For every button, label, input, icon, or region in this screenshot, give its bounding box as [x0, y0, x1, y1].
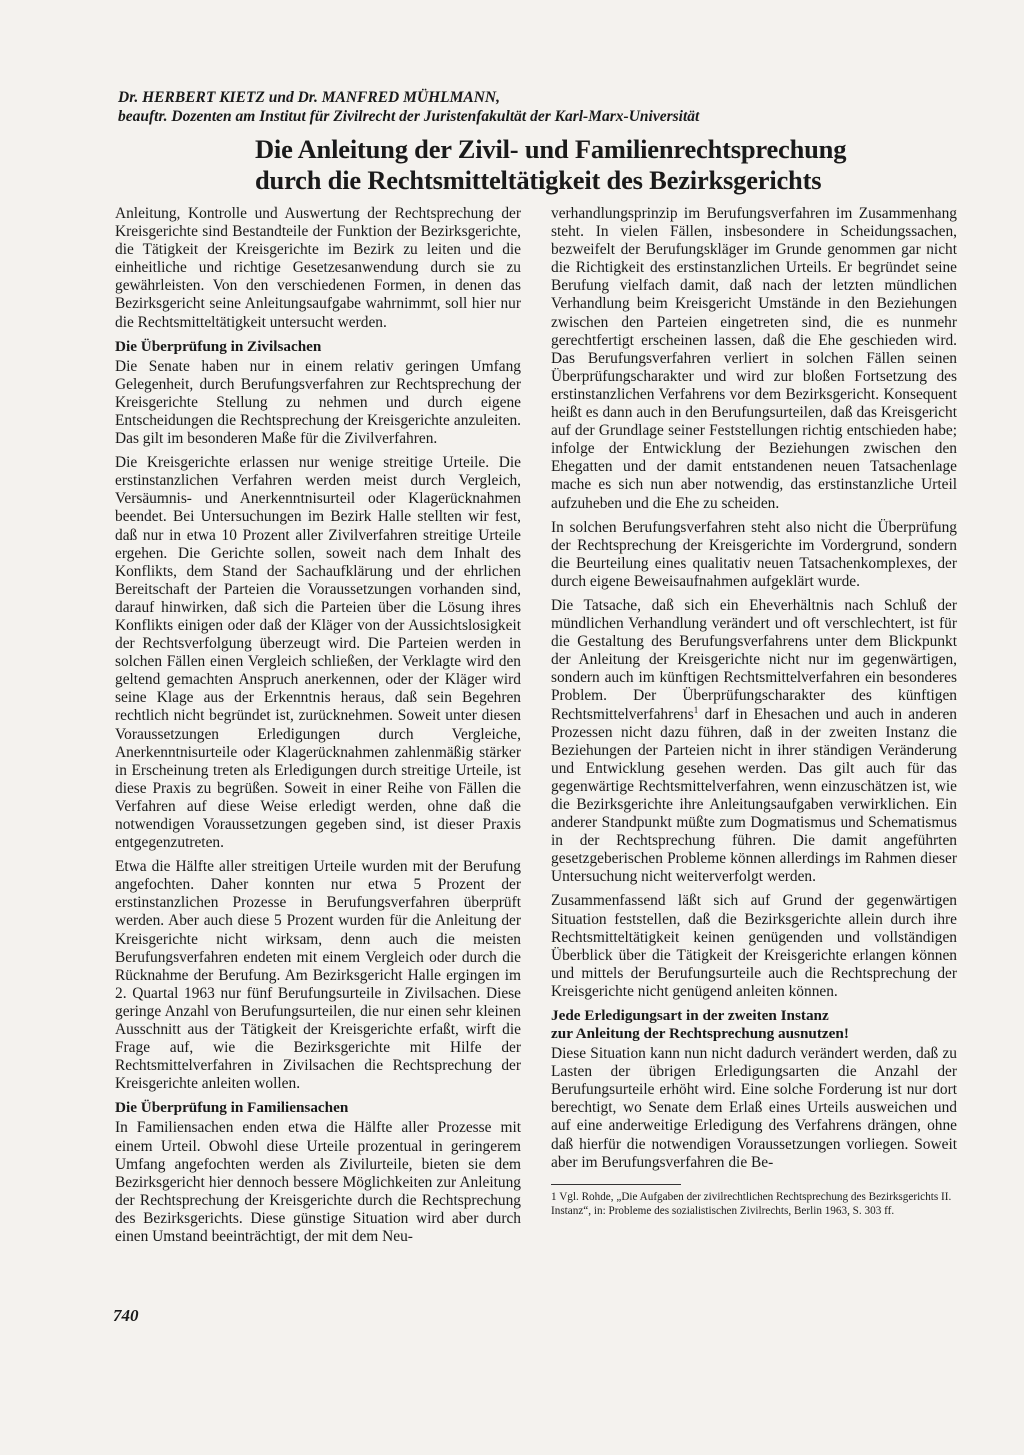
- section-heading-instance: [551, 1007, 957, 1043]
- right-column: [551, 205, 957, 1218]
- left-column: [115, 205, 521, 1252]
- section-heading-civil: Die Überprüfung in Zivilsachen: [115, 337, 322, 355]
- paragraph-part: darf in Ehesachen und auch in anderen Prozessen nicht dazu führen, daß in der zweiten Instanz die Beziehungen der Parteien nicht in ihrer ständigen Veränderung und Entwicklung gesehen werden. Das gilt auch für das gegenwärtige Rechtsmittelverfahren, wenn einzuschätzen ist, wie die Bezirksgerichte ihre Anleitungsaufgaben verwirklichen. Ein anderer Standpunkt müßte zum Dogmatismus und Schematismus in der Rechtsprechung führen. Die damit angeführten gesetzgeberischen Probleme können allerdings im Rahmen dieser Untersuchung nicht weiterverfolgt werden.: [551, 705, 957, 886]
- heading-line-1: Jede Erledigungsart in der zweiten Instanz: [551, 1007, 829, 1025]
- paragraph: Die Senate haben nur in einem relativ geringen Umfang Gelegenheit, durch Berufungsverfahren zur Rechtsprechung der Kreisgerichte Stellung zu nehmen und durch eigene Entscheidungen die Rechtsprechung der Kreisgerichte anzuleiten. Das gilt im besonderen Maße für die Zivilverfahren.: [115, 357, 521, 448]
- paragraph-part: Die Tatsache, daß sich ein Eheverhältnis nach Schluß der mündlichen Verhandlung verändert und oft verschlechtert, ist für die Gestaltung des Berufungsverfahrens unter dem Blickpunkt der Anleitung der Kreisgerichte nicht nur im gegenwärtigen, sondern auch im künftigen Rechtsmittelverfahren ein besonderes Problem. Der Überprüfungscharakter des künftigen Rechtsmittelverfahrens: [551, 596, 957, 723]
- title-line-1: Die Anleitung der Zivil- und Familienrechtsprechung: [255, 134, 847, 164]
- authors-affiliation: beauftr. Dozenten am Institut für Zivilrecht der Juristenfakultät der Karl-Marx-Universität: [118, 108, 700, 125]
- paragraph: Diese Situation kann nun nicht dadurch verändert werden, daß zu Lasten der übrigen Erledigungsarten die Anzahl der Berufungsurteile erhöht wird. Eine solche Forderung ist nur dort berechtigt, wo Senate dem Erlaß eines Urteils ausweichen und auf eine anderweitige Erledigung des Verfahrens drängen, ohne daß hierfür die notwendigen Voraussetzungen vorliegen. Soweit aber im Berufungsverfahren die Be-: [551, 1045, 957, 1171]
- footnote-divider: [551, 1184, 681, 1185]
- footnote: 1 Vgl. Rohde, „Die Aufgaben der zivilrechtlichen Rechtsprechung des Bezirksgerichts II. Instanz“, in: Probleme des sozialistischen Zivilrechts, Berlin 1963, S. 303 ff.: [551, 1190, 952, 1217]
- paragraph: Anleitung, Kontrolle und Auswertung der Rechtsprechung der Kreisgerichte sind Bestandteile der Funktion der Bezirksgerichte, die Tätigkeit der Kreisgerichte im Bezirk zu leiten und die einheitliche und richtige Gesetzesanwendung durch sie zu gewährleisten. Von den verschiedenen Formen, in denen das Bezirksgericht seine Anleitungsaufgabe wahrnimmt, soll hier nur die Rechtsmitteltätigkeit untersucht werden.: [115, 205, 521, 331]
- footnote-marker: 1: [693, 704, 699, 715]
- paragraph: Zusammenfassend läßt sich auf Grund der gegenwärtigen Situation feststellen, daß die Bezirksgerichte allein durch ihre Rechtsmitteltätigkeit keinen genügenden und vollständigen Überblick über die Tätigkeit der Kreisgerichte erlangen können und mittels der Berufungsurteile auch die Rechtsprechung der Kreisgerichte nicht genügend anleiten können.: [551, 892, 957, 1000]
- title-line-2: durch die Rechtsmitteltätigkeit des Bezirksgerichts: [255, 165, 822, 195]
- paragraph: Etwa die Hälfte aller streitigen Urteile wurden mit der Berufung angefochten. Daher konnten nur etwa 5 Prozent der erstinstanzlichen Prozesse in Berufungsverfahren überprüft werden. Aber auch diese 5 Prozent wurden für die Anleitung der Kreisgerichte nicht wirksam, denn auch die meisten Berufungsverfahren endeten mit einem Vergleich oder durch die Rücknahme der Berufung. Am Bezirksgericht Halle ergingen im 2. Quartal 1963 nur fünf Berufungsurteile in Zivilsachen. Diese geringe Anzahl von Berufungsurteilen, die nur einen sehr kleinen Ausschnitt aus der Tätigkeit der Kreisgerichte erfaßt, wirft die Frage auf, wie die Bezirksgerichte mit Hilfe der Rechtsmittelverfahren in Zivilsachen die Rechtsprechung der Kreisgerichte anleiten wollen.: [115, 858, 521, 1093]
- heading-line-2: zur Anleitung der Rechtsprechung ausnutzen!: [551, 1025, 849, 1043]
- author-byline: [118, 88, 948, 126]
- paragraph: [551, 597, 957, 887]
- page-number: 740: [113, 1306, 139, 1325]
- paragraph: In Familiensachen enden etwa die Hälfte aller Prozesse mit einem Urteil. Obwohl diese Urteile prozentual in geringerem Umfang angefochten werden als Zivilurteile, bieten sie dem Bezirksgericht hier dennoch bessere Möglichkeiten zur Anleitung der Rechtsprechung der Kreisgerichte durch die Rechtsprechung des Bezirksgerichts. Diese günstige Situation wird aber durch einen Umstand beeinträchtigt, der mit dem Neu-: [115, 1119, 521, 1245]
- article-title: [255, 134, 955, 196]
- authors-names: Dr. HERBERT KIETZ und Dr. MANFRED MÜHLMANN,: [118, 89, 500, 106]
- paragraph: verhandlungsprinzip im Berufungsverfahren im Zusammenhang steht. In vielen Fällen, insbesondere in Scheidungssachen, bezweifelt der Berufungskläger im Grunde genommen gar nicht die Richtigkeit des erstinstanzlichen Urteils. Er begründet seine Berufung vielfach damit, daß nach der letzten mündlichen Verhandlung beim Kreisgericht Umstände in den Beziehungen zwischen den Parteien eingetreten sind, die es nunmehr gerechtfertigt erscheinen lassen, daß die Ehe geschieden wird. Das Berufungsverfahren verliert in solchen Fällen seinen Überprüfungscharakter und wird zur bloßen Fortsetzung des erstinstanzlichen Verfahrens vor dem Bezirksgericht. Konsequent heißt es dann auch in den Berufungsurteilen, daß das Kreisgericht auf der Grundlage seiner Feststellungen richtig entschieden habe; infolge der Entwicklung der Beziehungen zwischen den Ehegatten und der damit entstandenen neuen Tatsachenlage mache es sich nun aber notwendig, das erstinstanzliche Urteil aufzuheben und die Ehe zu scheiden.: [551, 205, 957, 512]
- section-heading-family: Die Überprüfung in Familiensachen: [115, 1099, 349, 1117]
- paragraph: Die Kreisgerichte erlassen nur wenige streitige Urteile. Die erstinstanzlichen Verfahren werden meist durch Vergleich, Versäumnis- und Anerkenntnisurteil oder Klagerücknahmen beendet. Bei Untersuchungen im Bezirk Halle stellten wir fest, daß nur in etwa 10 Prozent aller Zivilverfahren streitige Urteile ergehen. Die Gerichte sollen, soweit nach dem Inhalt des Konflikts, dem Stand der Sachaufklärung und der ehrlichen Bereitschaft der Parteien die Voraussetzungen vorhanden sind, darauf hinwirken, daß sich die Parteien über die Lösung ihres Konflikts einigen oder daß der Kläger von der Aussichtslosigkeit der Rechtsverfolgung überzeugt wird. Die Parteien werden in solchen Fällen einen Vergleich schließen, der Verklagte wird den geltend gemachten Anspruch anerkennen, oder der Kläger wird seine Klage aus der Erkenntnis heraus, daß sein Begehren rechtlich nicht begründet ist, zurücknehmen. Soweit unter diesen Voraussetzungen Erledigungen durch Vergleiche, Anerkenntnisurteile oder Klagerücknahmen zahlenmäßig stärker in Erscheinung treten als Erledigungen durch streitige Urteile, ist diese Praxis zu begrüßen. Soweit in einer Reihe von Fällen die Verfahren auf diese Weise erledigt werden, ohne daß die notwendigen Voraussetzungen gegeben sind, ist dieser Praxis entgegenzutreten.: [115, 454, 521, 852]
- paragraph: In solchen Berufungsverfahren steht also nicht die Überprüfung der Rechtsprechung der Kreisgerichte im Vordergrund, sondern die Beurteilung eines qualitativ neuen Tatsachenkomplexes, der durch eigene Beweisaufnahmen aufgeklärt wurde.: [551, 518, 957, 590]
